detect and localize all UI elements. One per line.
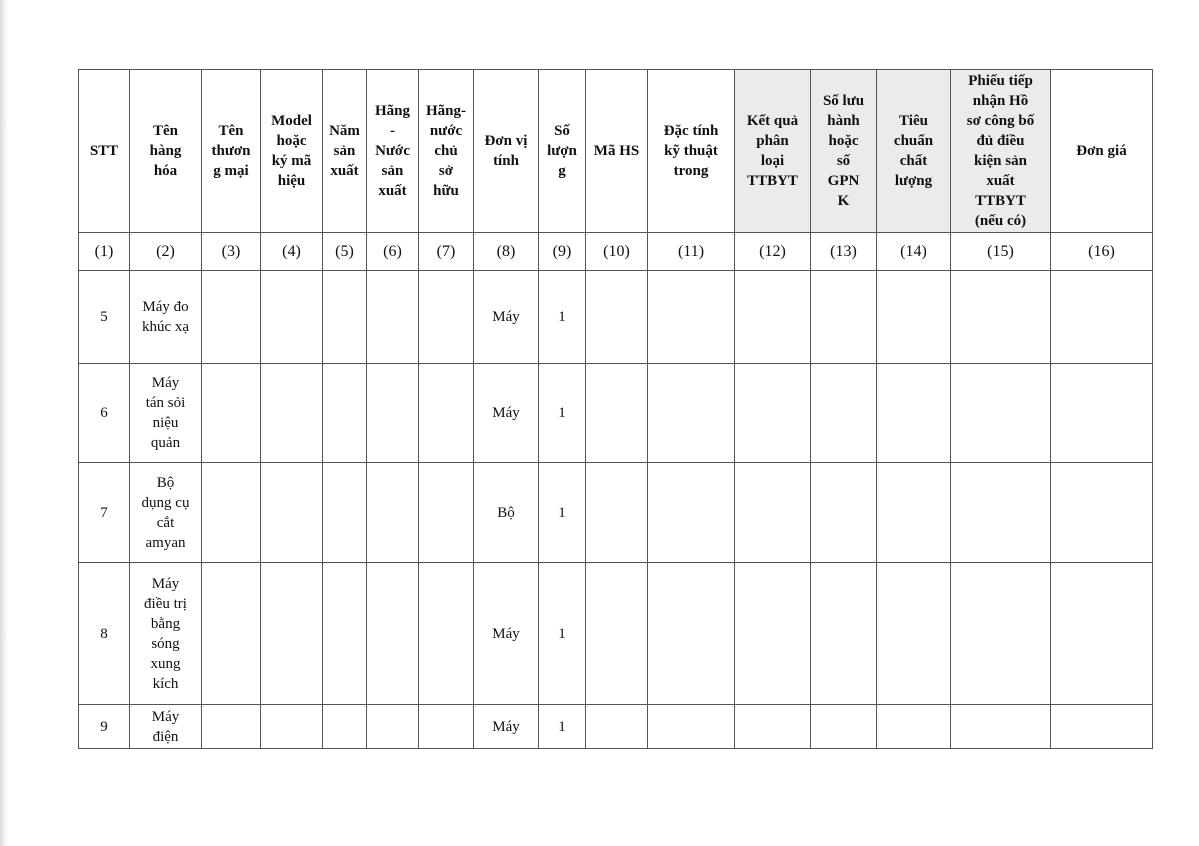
- item-name-line: kích: [152, 675, 179, 692]
- column-number: (12): [735, 233, 811, 271]
- column-header-line: xuất: [330, 163, 359, 179]
- empty-cell: [648, 364, 735, 463]
- column-header-line: Mã HS: [593, 143, 640, 159]
- quantity-cell: 1: [539, 705, 586, 749]
- empty-cell: [735, 271, 811, 364]
- column-header-line: Tiêu: [899, 113, 928, 129]
- empty-cell: [1051, 463, 1153, 563]
- stt-cell: 9: [79, 705, 130, 749]
- quantity-cell: 1: [539, 271, 586, 364]
- column-number: (2): [130, 233, 202, 271]
- column-header-line: đủ điều: [976, 133, 1025, 149]
- item-name-cell: [130, 364, 202, 463]
- empty-cell: [202, 705, 261, 749]
- column-header-3: [202, 70, 261, 233]
- column-header-line: (nếu có): [974, 213, 1027, 229]
- table-body: [79, 271, 1153, 749]
- empty-cell: [323, 705, 367, 749]
- column-header-line: Tên: [218, 123, 244, 139]
- column-header-line: sở: [438, 163, 454, 179]
- item-name-line: quản: [150, 435, 181, 451]
- item-name-line: bằng: [150, 615, 181, 632]
- quantity-cell: 1: [539, 463, 586, 563]
- empty-cell: [951, 705, 1051, 749]
- quantity-cell: 1: [539, 364, 586, 463]
- column-header-line: tính: [493, 153, 519, 169]
- empty-cell: [586, 271, 648, 364]
- table-header: [79, 70, 1153, 271]
- column-header-1: [79, 70, 130, 233]
- column-header-line: xuất: [986, 173, 1015, 189]
- column-header-line: Số lưu: [822, 93, 865, 109]
- empty-cell: [877, 705, 951, 749]
- column-number: (10): [586, 233, 648, 271]
- empty-cell: [323, 364, 367, 463]
- empty-cell: [367, 563, 419, 705]
- column-number: (1): [79, 233, 130, 271]
- item-name-cell: [130, 271, 202, 364]
- empty-cell: [951, 271, 1051, 364]
- column-header-7: [419, 70, 474, 233]
- column-header-line: nước: [429, 123, 463, 139]
- empty-cell: [419, 563, 474, 705]
- empty-cell: [648, 463, 735, 563]
- column-header-line: -: [390, 123, 395, 139]
- item-name-line: xung: [150, 655, 181, 672]
- stt-cell: 7: [79, 463, 130, 563]
- column-header-line: TTBYT: [747, 173, 798, 189]
- table-row: [79, 463, 1153, 563]
- empty-cell: [586, 364, 648, 463]
- column-header-line: Đơn giá: [1076, 143, 1127, 159]
- unit-cell: Máy: [474, 563, 539, 705]
- column-header-line: Số: [554, 123, 570, 139]
- item-name-line: cắt: [156, 514, 175, 531]
- item-name-cell: [130, 463, 202, 563]
- column-number: (15): [951, 233, 1051, 271]
- column-number: (4): [261, 233, 323, 271]
- empty-cell: [735, 705, 811, 749]
- column-header-6: [367, 70, 419, 233]
- empty-cell: [419, 364, 474, 463]
- column-header-5: [323, 70, 367, 233]
- column-header-line: Hãng: [374, 103, 410, 119]
- empty-cell: [323, 271, 367, 364]
- column-header-line: Phiếu tiếp: [968, 73, 1033, 89]
- item-name-cell: [130, 705, 202, 749]
- empty-cell: [877, 364, 951, 463]
- column-header-13: [811, 70, 877, 233]
- column-header-line: phân: [756, 133, 789, 149]
- column-header-line: g: [558, 163, 566, 179]
- column-number: (9): [539, 233, 586, 271]
- empty-cell: [367, 463, 419, 563]
- column-header-line: TTBYT: [975, 193, 1026, 209]
- column-header-line: sơ công bố: [966, 113, 1035, 129]
- empty-cell: [202, 563, 261, 705]
- column-header-line: loại: [760, 153, 785, 169]
- empty-cell: [811, 364, 877, 463]
- empty-cell: [419, 271, 474, 364]
- empty-cell: [261, 705, 323, 749]
- empty-cell: [323, 563, 367, 705]
- empty-cell: [811, 705, 877, 749]
- item-name-line: dụng cụ: [141, 494, 190, 511]
- stt-cell: 5: [79, 271, 130, 364]
- empty-cell: [951, 463, 1051, 563]
- column-number: (5): [323, 233, 367, 271]
- column-header-line: hành: [827, 113, 860, 129]
- empty-cell: [367, 705, 419, 749]
- empty-cell: [1051, 271, 1153, 364]
- item-name-line: điện: [152, 728, 179, 745]
- column-header-line: Năm: [329, 123, 360, 139]
- column-header-2: [130, 70, 202, 233]
- column-header-line: hoặc: [276, 133, 307, 149]
- stt-cell: 6: [79, 364, 130, 463]
- column-header-14: [877, 70, 951, 233]
- column-number: (6): [367, 233, 419, 271]
- column-header-line: hóa: [153, 163, 178, 179]
- column-header-line: kỹ thuật: [664, 143, 718, 159]
- empty-cell: [367, 364, 419, 463]
- column-header-10: [586, 70, 648, 233]
- empty-cell: [261, 364, 323, 463]
- column-header-line: lượn: [547, 143, 577, 159]
- empty-cell: [1051, 563, 1153, 705]
- item-name-line: điều trị: [144, 595, 187, 612]
- table-row: [79, 364, 1153, 463]
- column-header-line: xuất: [378, 183, 407, 199]
- item-name-line: Máy: [151, 575, 180, 592]
- empty-cell: [261, 463, 323, 563]
- empty-cell: [648, 705, 735, 749]
- table-row: [79, 705, 1153, 749]
- column-header-8: [474, 70, 539, 233]
- empty-cell: [735, 563, 811, 705]
- column-header-line: Kết quả: [746, 113, 799, 129]
- column-header-11: [648, 70, 735, 233]
- item-name-line: niệu: [152, 415, 179, 431]
- unit-cell: Bộ: [474, 463, 539, 563]
- column-header-12: [735, 70, 811, 233]
- column-header-line: Đặc tính: [663, 123, 719, 139]
- empty-cell: [202, 364, 261, 463]
- empty-cell: [811, 563, 877, 705]
- column-number: (3): [202, 233, 261, 271]
- column-number: (8): [474, 233, 539, 271]
- empty-cell: [735, 364, 811, 463]
- column-header-16: [1051, 70, 1153, 233]
- column-header-line: Hãng-: [425, 103, 466, 119]
- empty-cell: [323, 463, 367, 563]
- item-name-line: Máy đo: [142, 299, 189, 315]
- column-number: (11): [648, 233, 735, 271]
- column-header-4: [261, 70, 323, 233]
- column-header-line: chất: [899, 153, 928, 169]
- column-header-line: sản: [333, 143, 356, 159]
- column-header-line: kiện sản: [974, 153, 1027, 169]
- item-name-line: Bộ: [156, 474, 175, 491]
- column-header-line: K: [837, 193, 850, 209]
- column-header-line: g mại: [213, 163, 249, 179]
- empty-cell: [648, 271, 735, 364]
- item-name-line: Máy: [151, 375, 180, 391]
- unit-cell: Máy: [474, 271, 539, 364]
- unit-cell: Máy: [474, 364, 539, 463]
- column-number-row: [79, 233, 1153, 271]
- column-header-line: nhận Hồ: [972, 93, 1029, 109]
- empty-cell: [586, 563, 648, 705]
- column-header-line: hiệu: [277, 173, 306, 189]
- empty-cell: [261, 563, 323, 705]
- equipment-table: [78, 69, 1153, 749]
- empty-cell: [811, 463, 877, 563]
- empty-cell: [202, 463, 261, 563]
- empty-cell: [951, 364, 1051, 463]
- column-number: (14): [877, 233, 951, 271]
- column-header-line: hoặc: [828, 133, 859, 149]
- column-header-line: Nước: [375, 143, 410, 159]
- empty-cell: [1051, 705, 1153, 749]
- column-header-line: Đơn vị: [484, 133, 528, 149]
- column-header-line: Tên: [152, 123, 178, 139]
- column-header-line: số: [836, 153, 851, 169]
- quantity-cell: 1: [539, 563, 586, 705]
- column-number: (16): [1051, 233, 1153, 271]
- column-header-line: chủ: [434, 143, 458, 159]
- column-header-line: trong: [673, 163, 709, 179]
- empty-cell: [367, 271, 419, 364]
- empty-cell: [951, 563, 1051, 705]
- empty-cell: [419, 705, 474, 749]
- column-header-line: STT: [89, 143, 119, 159]
- item-name-line: amyan: [145, 534, 186, 551]
- column-header-line: chuẩn: [893, 133, 934, 149]
- empty-cell: [877, 463, 951, 563]
- item-name-line: khúc xạ: [141, 319, 190, 335]
- header-row: [79, 70, 1153, 233]
- table-row: [79, 563, 1153, 705]
- column-number: (7): [419, 233, 474, 271]
- empty-cell: [261, 271, 323, 364]
- column-header-9: [539, 70, 586, 233]
- unit-cell: Máy: [474, 705, 539, 749]
- column-header-line: GPN: [827, 173, 860, 189]
- column-number: (13): [811, 233, 877, 271]
- item-name-line: tán sỏi: [145, 395, 186, 411]
- empty-cell: [419, 463, 474, 563]
- item-name-cell: [130, 563, 202, 705]
- column-header-line: lượng: [894, 173, 933, 189]
- empty-cell: [586, 705, 648, 749]
- page-edge-shadow: [0, 0, 8, 846]
- column-header-line: ký mã: [271, 153, 312, 169]
- stt-cell: 8: [79, 563, 130, 705]
- empty-cell: [648, 563, 735, 705]
- empty-cell: [811, 271, 877, 364]
- empty-cell: [586, 463, 648, 563]
- column-header-line: hàng: [149, 143, 182, 159]
- item-name-line: Máy: [151, 708, 180, 725]
- column-header-line: thươn: [211, 143, 251, 159]
- column-header-line: hữu: [433, 183, 459, 199]
- empty-cell: [202, 271, 261, 364]
- item-name-line: sóng: [151, 635, 180, 652]
- empty-cell: [877, 271, 951, 364]
- empty-cell: [1051, 364, 1153, 463]
- column-header-line: sản: [381, 163, 404, 179]
- table-row: [79, 271, 1153, 364]
- column-header-15: [951, 70, 1051, 233]
- column-header-line: Model: [271, 113, 312, 129]
- empty-cell: [877, 563, 951, 705]
- empty-cell: [735, 463, 811, 563]
